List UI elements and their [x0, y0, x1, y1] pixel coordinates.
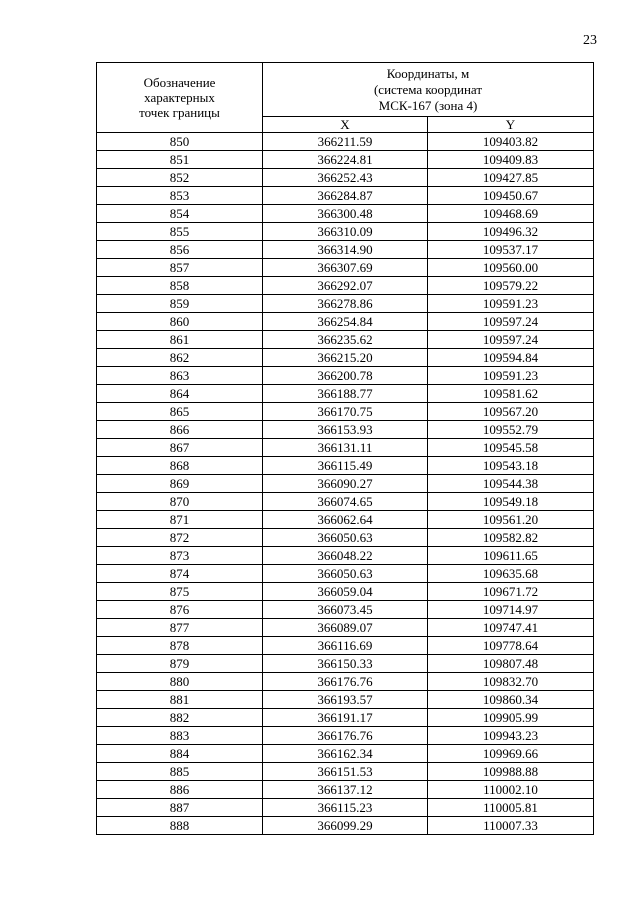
- table-row: [97, 313, 594, 331]
- x-coordinate-cell: 366050.63: [263, 529, 428, 547]
- table-row: [97, 277, 594, 295]
- point-id-cell: 851: [97, 151, 263, 169]
- y-coordinate-cell: 109594.84: [428, 349, 594, 367]
- x-coordinate-cell: 366191.17: [263, 709, 428, 727]
- table-row: [97, 691, 594, 709]
- x-coordinate-cell: 366074.65: [263, 493, 428, 511]
- y-coordinate-cell: 109747.41: [428, 619, 594, 637]
- table-row: [97, 367, 594, 385]
- point-id-cell: 885: [97, 763, 263, 781]
- table-row: [97, 547, 594, 565]
- table-row: [97, 205, 594, 223]
- point-id-cell: 868: [97, 457, 263, 475]
- x-coordinate-cell: 366278.86: [263, 295, 428, 313]
- x-coordinate-cell: 366115.23: [263, 799, 428, 817]
- y-coordinate-cell: 110002.10: [428, 781, 594, 799]
- y-coordinate-cell: 109714.97: [428, 601, 594, 619]
- table-row: [97, 223, 594, 241]
- table-row: [97, 241, 594, 259]
- x-coordinate-cell: 366235.62: [263, 331, 428, 349]
- point-id-cell: 865: [97, 403, 263, 421]
- x-coordinate-cell: 366307.69: [263, 259, 428, 277]
- point-id-cell: 862: [97, 349, 263, 367]
- y-coordinate-cell: 109671.72: [428, 583, 594, 601]
- table-row: [97, 745, 594, 763]
- header-point-line: Обозначение: [143, 75, 216, 90]
- table-row: [97, 637, 594, 655]
- y-coordinate-cell: 109988.88: [428, 763, 594, 781]
- point-id-cell: 859: [97, 295, 263, 313]
- point-id-cell: 869: [97, 475, 263, 493]
- table-row: [97, 565, 594, 583]
- x-coordinate-cell: 366170.75: [263, 403, 428, 421]
- table-row: [97, 799, 594, 817]
- point-id-cell: 861: [97, 331, 263, 349]
- table-row: [97, 331, 594, 349]
- x-coordinate-cell: 366059.04: [263, 583, 428, 601]
- table-body: [97, 133, 594, 835]
- x-coordinate-cell: 366153.93: [263, 421, 428, 439]
- x-coordinate-cell: 366300.48: [263, 205, 428, 223]
- table-row: [97, 781, 594, 799]
- point-id-cell: 856: [97, 241, 263, 259]
- y-coordinate-cell: 109860.34: [428, 691, 594, 709]
- x-coordinate-cell: 366162.34: [263, 745, 428, 763]
- x-coordinate-cell: 366150.33: [263, 655, 428, 673]
- point-id-cell: 864: [97, 385, 263, 403]
- y-coordinate-cell: 109537.17: [428, 241, 594, 259]
- y-coordinate-cell: 110007.33: [428, 817, 594, 835]
- y-coordinate-cell: 110005.81: [428, 799, 594, 817]
- point-id-cell: 881: [97, 691, 263, 709]
- y-coordinate-cell: 109807.48: [428, 655, 594, 673]
- y-coordinate-cell: 109581.62: [428, 385, 594, 403]
- point-id-cell: 878: [97, 637, 263, 655]
- y-coordinate-cell: 109544.38: [428, 475, 594, 493]
- y-coordinate-cell: 109450.67: [428, 187, 594, 205]
- y-coordinate-cell: 109552.79: [428, 421, 594, 439]
- point-id-cell: 877: [97, 619, 263, 637]
- x-coordinate-cell: 366131.11: [263, 439, 428, 457]
- table-row: [97, 655, 594, 673]
- y-coordinate-cell: 109969.66: [428, 745, 594, 763]
- x-coordinate-cell: 366099.29: [263, 817, 428, 835]
- table-row: [97, 601, 594, 619]
- x-coordinate-cell: 366151.53: [263, 763, 428, 781]
- x-coordinate-cell: 366137.12: [263, 781, 428, 799]
- table-row: [97, 475, 594, 493]
- point-id-cell: 882: [97, 709, 263, 727]
- y-coordinate-cell: 109597.24: [428, 313, 594, 331]
- x-coordinate-cell: 366188.77: [263, 385, 428, 403]
- point-id-cell: 884: [97, 745, 263, 763]
- table-row: [97, 619, 594, 637]
- table-row: [97, 439, 594, 457]
- point-id-cell: 887: [97, 799, 263, 817]
- y-coordinate-cell: 109635.68: [428, 565, 594, 583]
- point-id-cell: 867: [97, 439, 263, 457]
- point-id-cell: 866: [97, 421, 263, 439]
- point-id-cell: 850: [97, 133, 263, 151]
- point-id-cell: 873: [97, 547, 263, 565]
- x-coordinate-cell: 366292.07: [263, 277, 428, 295]
- point-id-cell: 871: [97, 511, 263, 529]
- y-coordinate-cell: 109403.82: [428, 133, 594, 151]
- y-coordinate-cell: 109567.20: [428, 403, 594, 421]
- table-row: [97, 385, 594, 403]
- x-coordinate-cell: 366310.09: [263, 223, 428, 241]
- y-coordinate-cell: 109543.18: [428, 457, 594, 475]
- x-coordinate-cell: 366116.69: [263, 637, 428, 655]
- table-row: [97, 169, 594, 187]
- coordinates-table: [96, 62, 594, 835]
- x-coordinate-cell: 366115.49: [263, 457, 428, 475]
- y-coordinate-cell: 109409.83: [428, 151, 594, 169]
- x-coordinate-cell: 366176.76: [263, 673, 428, 691]
- table-row: [97, 403, 594, 421]
- table-row: [97, 763, 594, 781]
- table-row: [97, 421, 594, 439]
- y-coordinate-cell: 109468.69: [428, 205, 594, 223]
- y-coordinate-cell: 109545.58: [428, 439, 594, 457]
- x-coordinate-cell: 366062.64: [263, 511, 428, 529]
- point-id-cell: 875: [97, 583, 263, 601]
- point-id-cell: 860: [97, 313, 263, 331]
- point-id-cell: 880: [97, 673, 263, 691]
- x-coordinate-cell: 366224.81: [263, 151, 428, 169]
- table-row: [97, 529, 594, 547]
- x-coordinate-cell: 366254.84: [263, 313, 428, 331]
- x-coordinate-cell: 366193.57: [263, 691, 428, 709]
- page-number: 23: [583, 33, 597, 48]
- point-id-cell: 872: [97, 529, 263, 547]
- y-coordinate-cell: 109778.64: [428, 637, 594, 655]
- point-id-cell: 888: [97, 817, 263, 835]
- y-coordinate-cell: 109579.22: [428, 277, 594, 295]
- x-coordinate-cell: 366314.90: [263, 241, 428, 259]
- y-coordinate-cell: 109561.20: [428, 511, 594, 529]
- x-coordinate-cell: 366200.78: [263, 367, 428, 385]
- point-id-cell: 874: [97, 565, 263, 583]
- y-coordinate-cell: 109905.99: [428, 709, 594, 727]
- point-id-cell: 854: [97, 205, 263, 223]
- x-coordinate-cell: 366073.45: [263, 601, 428, 619]
- table-row: [97, 583, 594, 601]
- point-id-cell: 857: [97, 259, 263, 277]
- point-id-cell: 886: [97, 781, 263, 799]
- table-row: [97, 187, 594, 205]
- point-id-cell: 858: [97, 277, 263, 295]
- header-y: Y: [428, 117, 594, 133]
- table-row: [97, 511, 594, 529]
- x-coordinate-cell: 366252.43: [263, 169, 428, 187]
- point-id-cell: 870: [97, 493, 263, 511]
- point-id-cell: 853: [97, 187, 263, 205]
- header-coords-line: МСК-167 (зона 4): [378, 97, 478, 113]
- table-row: [97, 133, 594, 151]
- header-point-line: характерных: [144, 90, 215, 105]
- table-row: [97, 151, 594, 169]
- header-point-label: [97, 63, 263, 133]
- x-coordinate-cell: 366284.87: [263, 187, 428, 205]
- y-coordinate-cell: 109582.82: [428, 529, 594, 547]
- header-x: X: [263, 117, 428, 133]
- header-coords-line: (система координат: [373, 81, 483, 97]
- x-coordinate-cell: 366176.76: [263, 727, 428, 745]
- point-id-cell: 863: [97, 367, 263, 385]
- point-id-cell: 883: [97, 727, 263, 745]
- y-coordinate-cell: 109427.85: [428, 169, 594, 187]
- point-id-cell: 855: [97, 223, 263, 241]
- x-coordinate-cell: 366048.22: [263, 547, 428, 565]
- y-coordinate-cell: 109560.00: [428, 259, 594, 277]
- table-row: [97, 259, 594, 277]
- table-row: [97, 727, 594, 745]
- table-row: [97, 673, 594, 691]
- table-row: [97, 457, 594, 475]
- table-row: [97, 493, 594, 511]
- table-row: [97, 709, 594, 727]
- x-coordinate-cell: 366215.20: [263, 349, 428, 367]
- point-id-cell: 876: [97, 601, 263, 619]
- y-coordinate-cell: 109591.23: [428, 295, 594, 313]
- table-row: [97, 349, 594, 367]
- header-coords-line: Координаты, м: [386, 65, 470, 81]
- y-coordinate-cell: 109496.32: [428, 223, 594, 241]
- header-coordinates-title: [263, 63, 594, 117]
- header-point-line: точек границы: [139, 105, 220, 120]
- point-id-cell: 879: [97, 655, 263, 673]
- y-coordinate-cell: 109591.23: [428, 367, 594, 385]
- point-id-cell: 852: [97, 169, 263, 187]
- y-coordinate-cell: 109597.24: [428, 331, 594, 349]
- x-coordinate-cell: 366090.27: [263, 475, 428, 493]
- y-coordinate-cell: 109943.23: [428, 727, 594, 745]
- table-row: [97, 817, 594, 835]
- table-row: [97, 295, 594, 313]
- x-coordinate-cell: 366089.07: [263, 619, 428, 637]
- x-coordinate-cell: 366050.63: [263, 565, 428, 583]
- y-coordinate-cell: 109611.65: [428, 547, 594, 565]
- y-coordinate-cell: 109549.18: [428, 493, 594, 511]
- x-coordinate-cell: 366211.59: [263, 133, 428, 151]
- y-coordinate-cell: 109832.70: [428, 673, 594, 691]
